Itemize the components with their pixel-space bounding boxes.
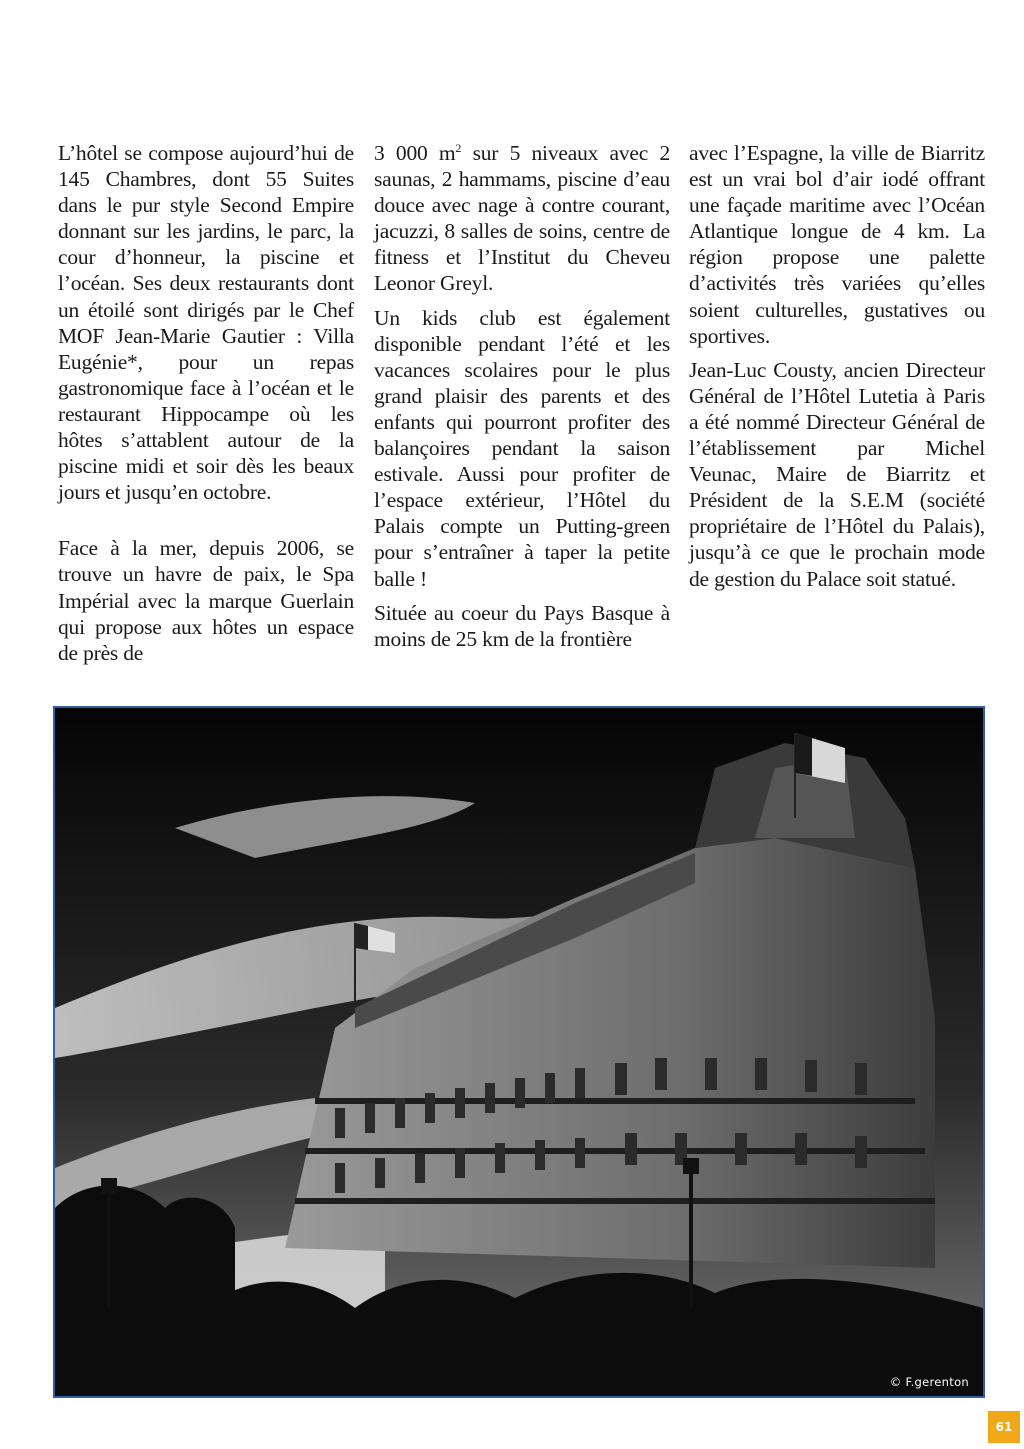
hotel-palais-illustration — [55, 708, 983, 1396]
spa-facilities-text: sur 5 niveaux avec 2 saunas, 2 hammams, piscine d’eau douce avec nage à contre courant, jacuzzi, 8 salles de soins, centre de fitness et l’Institut du Cheveu Leonor Greyl. — [374, 141, 670, 296]
paragraph-spa: Face à la mer, depuis 2006, se trouve un havre de paix, le Spa Impérial avec la marque Guerlain qui propose aux hôtes un espace de près de — [58, 536, 354, 665]
paragraph-kids-club: Un kids club est également disponible pendant l’été et les vacances scolaires pour le plus grand plaisir des parents et des enfants qui pourront profiter des balançoires pendant la saison estivale. Aussi pour profiter de l’espace extérieur, l’Hôtel du Palais compte un Putting-green pour s’entraîner à taper la petite balle ! — [374, 305, 670, 591]
paragraph-spa-continued — [374, 140, 670, 297]
article-column-1 — [58, 140, 354, 674]
article-column-3 — [689, 140, 985, 600]
spa-area-value: 3 000 m — [374, 141, 456, 165]
photo-credit: © F.gerenton — [889, 1375, 969, 1389]
paragraph-director: Jean-Luc Cousty, ancien Directeur Général de l’Hôtel Lutetia à Paris a été nommé Directeur Général de l’établissement par Michel Veunac, Maire de Biarritz et Président de la S.E.M (société propriétaire de l’Hôtel du Palais), jusqu’à ce que le prochain mode de gestion du Palace soit statué. — [689, 357, 985, 591]
article-column-2 — [374, 140, 670, 660]
hotel-photo — [53, 706, 985, 1398]
superscript-2: 2 — [455, 141, 462, 155]
paragraph-hotel-rooms: L’hôtel se compose aujourd’hui de 145 Chambres, dont 55 Suites dans le pur style Second Empire donnant sur les jardins, le parc, la cour d’honneur, la piscine et l’océan. Ses deux restaurants dont un étoilé sont dirigés par le Chef MOF Jean-Marie Gautier : Villa Eugénie*, pour un repas gastronomique face à l’océan et le restaurant Hippocampe où les hôtes s’attablent autour de la piscine midi et soir dès les beaux jours et jusqu’en octobre. — [58, 141, 354, 505]
paragraph-biarritz: avec l’Espagne, la ville de Biarritz est un vrai bol d’air iodé offrant une façade maritime avec l’Océan Atlantique longue de 4 km. La région propose une palette d’activités très variées qu’elles soient culturelles, gustatives ou sportives. — [689, 141, 985, 348]
paragraph-location: Située au coeur du Pays Basque à moins de 25 km de la frontière — [374, 600, 670, 651]
page-number-badge: 61 — [988, 1411, 1020, 1443]
